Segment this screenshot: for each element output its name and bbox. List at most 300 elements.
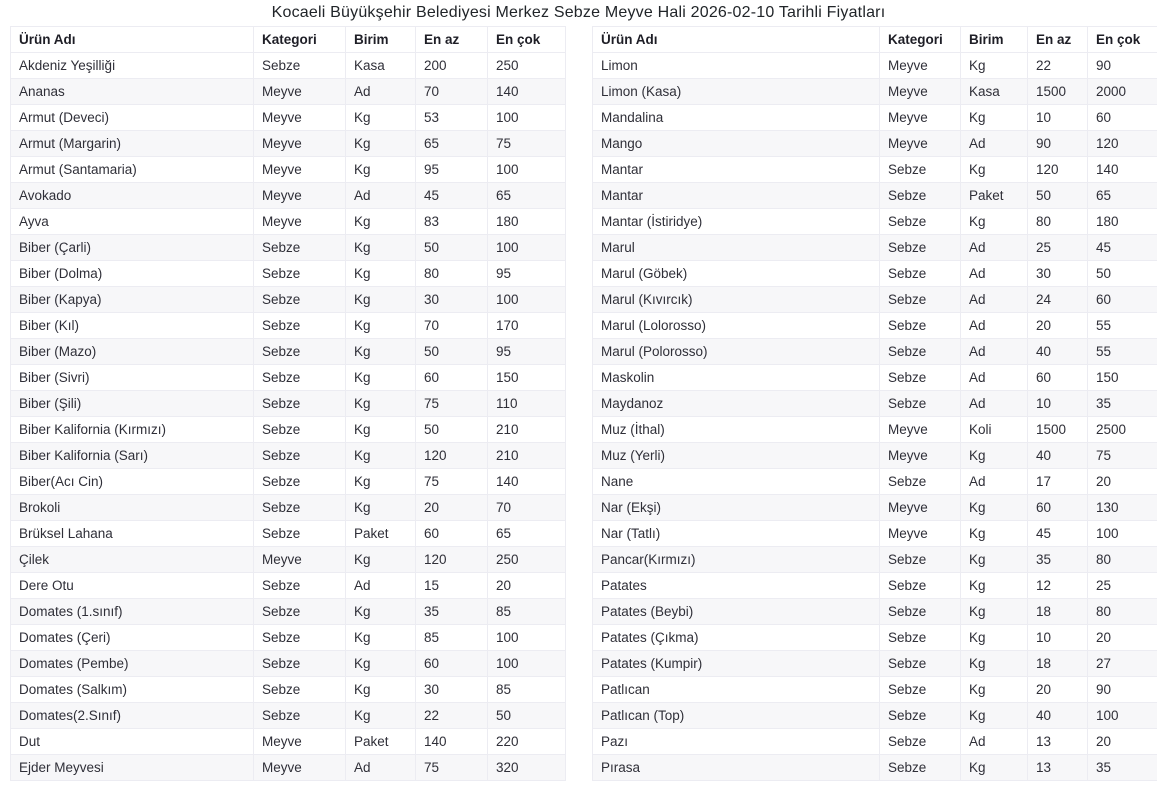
- min-price-cell: 70: [416, 79, 488, 105]
- max-price-cell: 2500: [1088, 417, 1157, 443]
- min-price-cell: 10: [1028, 391, 1088, 417]
- unit-cell: Kg: [346, 131, 416, 157]
- product-name-cell: Avokado: [11, 183, 254, 209]
- max-price-cell: 20: [1088, 625, 1157, 651]
- table-row: [11, 235, 566, 261]
- min-price-cell: 22: [1028, 53, 1088, 79]
- unit-cell: Ad: [346, 183, 416, 209]
- min-price-cell: 40: [1028, 703, 1088, 729]
- unit-cell: Paket: [346, 521, 416, 547]
- table-row: [11, 313, 566, 339]
- product-name-cell: Mantar: [593, 157, 880, 183]
- table-row: [11, 443, 566, 469]
- table-row: [11, 495, 566, 521]
- product-name-cell: Biber (Şili): [11, 391, 254, 417]
- min-price-cell: 120: [1028, 157, 1088, 183]
- table-row: [593, 313, 1157, 339]
- min-price-cell: 120: [416, 547, 488, 573]
- unit-cell: Koli: [961, 417, 1028, 443]
- max-price-cell: 50: [1088, 261, 1157, 287]
- table-row: [11, 677, 566, 703]
- table-row: [593, 547, 1157, 573]
- product-name-cell: Nar (Tatlı): [593, 521, 880, 547]
- min-price-cell: 75: [416, 391, 488, 417]
- category-cell: Sebze: [880, 209, 961, 235]
- min-price-cell: 95: [416, 157, 488, 183]
- category-cell: Sebze: [880, 261, 961, 287]
- product-name-cell: Limon (Kasa): [593, 79, 880, 105]
- max-price-cell: 100: [488, 235, 566, 261]
- category-cell: Sebze: [880, 651, 961, 677]
- min-price-cell: 24: [1028, 287, 1088, 313]
- product-name-cell: Nane: [593, 469, 880, 495]
- product-name-cell: Marul (Lolorosso): [593, 313, 880, 339]
- unit-cell: Kg: [346, 469, 416, 495]
- product-name-cell: Armut (Santamaria): [11, 157, 254, 183]
- unit-cell: Kg: [961, 755, 1028, 781]
- product-name-cell: Armut (Deveci): [11, 105, 254, 131]
- unit-cell: Kg: [346, 105, 416, 131]
- min-price-cell: 30: [416, 287, 488, 313]
- max-price-cell: 2000: [1088, 79, 1157, 105]
- table-row: [11, 391, 566, 417]
- max-price-cell: 25: [1088, 573, 1157, 599]
- table-row: [11, 547, 566, 573]
- product-name-cell: Brüksel Lahana: [11, 521, 254, 547]
- product-name-cell: Çilek: [11, 547, 254, 573]
- category-cell: Sebze: [254, 235, 346, 261]
- category-cell: Sebze: [254, 677, 346, 703]
- unit-cell: Kg: [961, 573, 1028, 599]
- product-name-cell: Patates (Çıkma): [593, 625, 880, 651]
- product-name-cell: Maskolin: [593, 365, 880, 391]
- min-price-cell: 200: [416, 53, 488, 79]
- table-row: [593, 365, 1157, 391]
- max-price-cell: 150: [488, 365, 566, 391]
- max-price-cell: 320: [488, 755, 566, 781]
- category-cell: Sebze: [880, 365, 961, 391]
- product-name-cell: Patates (Kumpir): [593, 651, 880, 677]
- category-cell: Sebze: [880, 573, 961, 599]
- min-price-cell: 60: [416, 651, 488, 677]
- unit-cell: Ad: [961, 729, 1028, 755]
- unit-cell: Kg: [961, 53, 1028, 79]
- unit-cell: Kg: [346, 495, 416, 521]
- category-cell: Meyve: [880, 53, 961, 79]
- category-cell: Sebze: [880, 729, 961, 755]
- unit-cell: Ad: [961, 469, 1028, 495]
- min-price-cell: 50: [416, 417, 488, 443]
- table-row: [593, 235, 1157, 261]
- category-cell: Sebze: [254, 521, 346, 547]
- unit-cell: Ad: [346, 79, 416, 105]
- min-price-cell: 20: [416, 495, 488, 521]
- max-price-cell: 85: [488, 677, 566, 703]
- table-row: [593, 469, 1157, 495]
- unit-cell: Kg: [961, 443, 1028, 469]
- unit-cell: Ad: [961, 313, 1028, 339]
- unit-cell: Ad: [961, 391, 1028, 417]
- unit-cell: Kg: [961, 651, 1028, 677]
- unit-cell: Kg: [961, 105, 1028, 131]
- category-cell: Sebze: [880, 157, 961, 183]
- product-name-cell: Marul (Kıvırcık): [593, 287, 880, 313]
- unit-cell: Kasa: [346, 53, 416, 79]
- column-header: Kategori: [254, 27, 346, 53]
- product-name-cell: Biber (Dolma): [11, 261, 254, 287]
- product-name-cell: Akdeniz Yeşilliği: [11, 53, 254, 79]
- category-cell: Sebze: [254, 495, 346, 521]
- table-row: [11, 339, 566, 365]
- max-price-cell: 80: [1088, 547, 1157, 573]
- unit-cell: Kg: [346, 287, 416, 313]
- product-name-cell: Dut: [11, 729, 254, 755]
- min-price-cell: 13: [1028, 755, 1088, 781]
- max-price-cell: 140: [488, 469, 566, 495]
- max-price-cell: 90: [1088, 53, 1157, 79]
- max-price-cell: 60: [1088, 287, 1157, 313]
- unit-cell: Kg: [346, 651, 416, 677]
- unit-cell: Kg: [346, 547, 416, 573]
- table-row: [11, 729, 566, 755]
- table-row: [593, 339, 1157, 365]
- table-row: [11, 53, 566, 79]
- column-header: Ürün Adı: [593, 27, 880, 53]
- category-cell: Sebze: [254, 261, 346, 287]
- table-header-right: [593, 27, 1157, 53]
- table-row: [593, 157, 1157, 183]
- category-cell: Sebze: [254, 287, 346, 313]
- table-row: [11, 651, 566, 677]
- min-price-cell: 80: [1028, 209, 1088, 235]
- product-name-cell: Patlıcan: [593, 677, 880, 703]
- max-price-cell: 27: [1088, 651, 1157, 677]
- product-name-cell: Biber Kalifornia (Kırmızı): [11, 417, 254, 443]
- max-price-cell: 95: [488, 261, 566, 287]
- unit-cell: Kg: [346, 235, 416, 261]
- table-row: [593, 729, 1157, 755]
- unit-cell: Kg: [346, 599, 416, 625]
- category-cell: Meyve: [880, 131, 961, 157]
- unit-cell: Ad: [961, 261, 1028, 287]
- category-cell: Sebze: [254, 391, 346, 417]
- min-price-cell: 45: [416, 183, 488, 209]
- unit-cell: Paket: [346, 729, 416, 755]
- max-price-cell: 250: [488, 547, 566, 573]
- category-cell: Sebze: [880, 339, 961, 365]
- unit-cell: Kg: [346, 157, 416, 183]
- unit-cell: Kg: [346, 677, 416, 703]
- unit-cell: Kg: [346, 443, 416, 469]
- min-price-cell: 50: [416, 235, 488, 261]
- max-price-cell: 180: [488, 209, 566, 235]
- product-name-cell: Pancar(Kırmızı): [593, 547, 880, 573]
- min-price-cell: 60: [1028, 495, 1088, 521]
- product-name-cell: Mango: [593, 131, 880, 157]
- min-price-cell: 20: [1028, 677, 1088, 703]
- table-row: [11, 131, 566, 157]
- category-cell: Sebze: [880, 677, 961, 703]
- max-price-cell: 85: [488, 599, 566, 625]
- unit-cell: Ad: [961, 235, 1028, 261]
- unit-cell: Kg: [961, 495, 1028, 521]
- product-name-cell: Brokoli: [11, 495, 254, 521]
- category-cell: Sebze: [880, 287, 961, 313]
- product-name-cell: Limon: [593, 53, 880, 79]
- header-row: [593, 27, 1157, 53]
- max-price-cell: 100: [1088, 703, 1157, 729]
- product-name-cell: Ejder Meyvesi: [11, 755, 254, 781]
- max-price-cell: 120: [1088, 131, 1157, 157]
- max-price-cell: 210: [488, 417, 566, 443]
- product-name-cell: Biber(Acı Cin): [11, 469, 254, 495]
- product-name-cell: Domates (Salkım): [11, 677, 254, 703]
- product-name-cell: Marul: [593, 235, 880, 261]
- category-cell: Meyve: [254, 131, 346, 157]
- min-price-cell: 20: [1028, 313, 1088, 339]
- table-row: [593, 599, 1157, 625]
- min-price-cell: 80: [416, 261, 488, 287]
- unit-cell: Kg: [346, 339, 416, 365]
- unit-cell: Kg: [961, 625, 1028, 651]
- category-cell: Sebze: [254, 365, 346, 391]
- column-header: Ürün Adı: [11, 27, 254, 53]
- max-price-cell: 50: [488, 703, 566, 729]
- unit-cell: Kasa: [961, 79, 1028, 105]
- min-price-cell: 30: [416, 677, 488, 703]
- table-body-right: [593, 53, 1157, 781]
- min-price-cell: 90: [1028, 131, 1088, 157]
- product-name-cell: Mantar: [593, 183, 880, 209]
- category-cell: Meyve: [254, 157, 346, 183]
- product-name-cell: Maydanoz: [593, 391, 880, 417]
- min-price-cell: 140: [416, 729, 488, 755]
- min-price-cell: 13: [1028, 729, 1088, 755]
- min-price-cell: 65: [416, 131, 488, 157]
- table-row: [593, 79, 1157, 105]
- max-price-cell: 250: [488, 53, 566, 79]
- category-cell: Sebze: [254, 651, 346, 677]
- table-row: [593, 287, 1157, 313]
- product-name-cell: Mantar (İstiridye): [593, 209, 880, 235]
- min-price-cell: 12: [1028, 573, 1088, 599]
- category-cell: Sebze: [880, 547, 961, 573]
- table-row: [593, 573, 1157, 599]
- unit-cell: Kg: [961, 521, 1028, 547]
- table-row: [593, 417, 1157, 443]
- max-price-cell: 100: [1088, 521, 1157, 547]
- table-row: [11, 625, 566, 651]
- table-row: [593, 521, 1157, 547]
- unit-cell: Kg: [961, 157, 1028, 183]
- min-price-cell: 75: [416, 755, 488, 781]
- unit-cell: Ad: [346, 573, 416, 599]
- max-price-cell: 130: [1088, 495, 1157, 521]
- category-cell: Meyve: [880, 417, 961, 443]
- table-row: [11, 261, 566, 287]
- table-row: [593, 391, 1157, 417]
- table-row: [11, 469, 566, 495]
- table-row: [11, 79, 566, 105]
- category-cell: Sebze: [880, 469, 961, 495]
- category-cell: Sebze: [880, 183, 961, 209]
- unit-cell: Kg: [346, 391, 416, 417]
- max-price-cell: 55: [1088, 313, 1157, 339]
- max-price-cell: 140: [488, 79, 566, 105]
- max-price-cell: 140: [1088, 157, 1157, 183]
- category-cell: Sebze: [880, 391, 961, 417]
- min-price-cell: 53: [416, 105, 488, 131]
- table-row: [593, 755, 1157, 781]
- max-price-cell: 35: [1088, 391, 1157, 417]
- min-price-cell: 10: [1028, 625, 1088, 651]
- column-header: Birim: [346, 27, 416, 53]
- price-table-right: [592, 26, 1157, 781]
- product-name-cell: Patates (Beybi): [593, 599, 880, 625]
- table-row: [11, 417, 566, 443]
- category-cell: Sebze: [254, 53, 346, 79]
- max-price-cell: 75: [488, 131, 566, 157]
- table-row: [593, 53, 1157, 79]
- min-price-cell: 35: [416, 599, 488, 625]
- max-price-cell: 100: [488, 287, 566, 313]
- price-table-left: [10, 26, 566, 781]
- product-name-cell: Domates (Çeri): [11, 625, 254, 651]
- product-name-cell: Muz (İthal): [593, 417, 880, 443]
- unit-cell: Kg: [961, 703, 1028, 729]
- max-price-cell: 65: [488, 521, 566, 547]
- unit-cell: Kg: [346, 209, 416, 235]
- unit-cell: Kg: [346, 625, 416, 651]
- unit-cell: Kg: [346, 313, 416, 339]
- category-cell: Meyve: [254, 547, 346, 573]
- table-row: [593, 703, 1157, 729]
- category-cell: Sebze: [880, 755, 961, 781]
- category-cell: Sebze: [880, 599, 961, 625]
- unit-cell: Kg: [961, 677, 1028, 703]
- product-name-cell: Biber (Kıl): [11, 313, 254, 339]
- table-header-left: [11, 27, 566, 53]
- min-price-cell: 60: [416, 521, 488, 547]
- category-cell: Meyve: [254, 79, 346, 105]
- unit-cell: Ad: [961, 131, 1028, 157]
- product-name-cell: Pırasa: [593, 755, 880, 781]
- table-row: [593, 261, 1157, 287]
- max-price-cell: 90: [1088, 677, 1157, 703]
- unit-cell: Ad: [961, 339, 1028, 365]
- column-header: En az: [416, 27, 488, 53]
- max-price-cell: 65: [488, 183, 566, 209]
- category-cell: Sebze: [880, 703, 961, 729]
- product-name-cell: Patlıcan (Top): [593, 703, 880, 729]
- product-name-cell: Domates (1.sınıf): [11, 599, 254, 625]
- category-cell: Meyve: [880, 495, 961, 521]
- product-name-cell: Marul (Polorosso): [593, 339, 880, 365]
- product-name-cell: Biber Kalifornia (Sarı): [11, 443, 254, 469]
- category-cell: Sebze: [254, 417, 346, 443]
- product-name-cell: Biber (Çarli): [11, 235, 254, 261]
- table-row: [593, 625, 1157, 651]
- table-row: [11, 755, 566, 781]
- max-price-cell: 55: [1088, 339, 1157, 365]
- table-row: [11, 521, 566, 547]
- column-header: Kategori: [880, 27, 961, 53]
- table-row: [11, 105, 566, 131]
- product-name-cell: Ayva: [11, 209, 254, 235]
- max-price-cell: 45: [1088, 235, 1157, 261]
- min-price-cell: 50: [1028, 183, 1088, 209]
- unit-cell: Ad: [346, 755, 416, 781]
- min-price-cell: 17: [1028, 469, 1088, 495]
- unit-cell: Kg: [346, 703, 416, 729]
- category-cell: Sebze: [254, 703, 346, 729]
- category-cell: Meyve: [880, 105, 961, 131]
- unit-cell: Paket: [961, 183, 1028, 209]
- product-name-cell: Dere Otu: [11, 573, 254, 599]
- min-price-cell: 40: [1028, 339, 1088, 365]
- product-name-cell: Armut (Margarin): [11, 131, 254, 157]
- min-price-cell: 85: [416, 625, 488, 651]
- max-price-cell: 65: [1088, 183, 1157, 209]
- min-price-cell: 35: [1028, 547, 1088, 573]
- table-row: [11, 573, 566, 599]
- table-row: [593, 495, 1157, 521]
- min-price-cell: 1500: [1028, 417, 1088, 443]
- category-cell: Meyve: [254, 105, 346, 131]
- table-row: [593, 209, 1157, 235]
- max-price-cell: 220: [488, 729, 566, 755]
- unit-cell: Kg: [346, 261, 416, 287]
- unit-cell: Ad: [961, 287, 1028, 313]
- max-price-cell: 80: [1088, 599, 1157, 625]
- product-name-cell: Biber (Mazo): [11, 339, 254, 365]
- column-header: En az: [1028, 27, 1088, 53]
- product-name-cell: Domates (Pembe): [11, 651, 254, 677]
- category-cell: Sebze: [254, 443, 346, 469]
- column-header: Birim: [961, 27, 1028, 53]
- table-row: [11, 287, 566, 313]
- category-cell: Sebze: [880, 313, 961, 339]
- category-cell: Meyve: [254, 729, 346, 755]
- min-price-cell: 60: [416, 365, 488, 391]
- unit-cell: Kg: [346, 365, 416, 391]
- page-title: Kocaeli Büyükşehir Belediyesi Merkez Sebze Meyve Hali 2026-02-10 Tarihli Fiyatları: [271, 4, 886, 21]
- max-price-cell: 95: [488, 339, 566, 365]
- unit-cell: Kg: [961, 209, 1028, 235]
- min-price-cell: 22: [416, 703, 488, 729]
- max-price-cell: 60: [1088, 105, 1157, 131]
- max-price-cell: 100: [488, 105, 566, 131]
- category-cell: Sebze: [880, 235, 961, 261]
- min-price-cell: 15: [416, 573, 488, 599]
- unit-cell: Kg: [346, 417, 416, 443]
- category-cell: Sebze: [880, 625, 961, 651]
- category-cell: Sebze: [254, 339, 346, 365]
- max-price-cell: 180: [1088, 209, 1157, 235]
- header-row: [11, 27, 566, 53]
- product-name-cell: Domates(2.Sınıf): [11, 703, 254, 729]
- category-cell: Meyve: [254, 183, 346, 209]
- unit-cell: Kg: [961, 547, 1028, 573]
- table-body-left: [11, 53, 566, 781]
- category-cell: Meyve: [254, 209, 346, 235]
- category-cell: Sebze: [254, 625, 346, 651]
- column-header: En çok: [1088, 27, 1157, 53]
- product-name-cell: Patates: [593, 573, 880, 599]
- table-row: [11, 157, 566, 183]
- category-cell: Meyve: [880, 79, 961, 105]
- product-name-cell: Ananas: [11, 79, 254, 105]
